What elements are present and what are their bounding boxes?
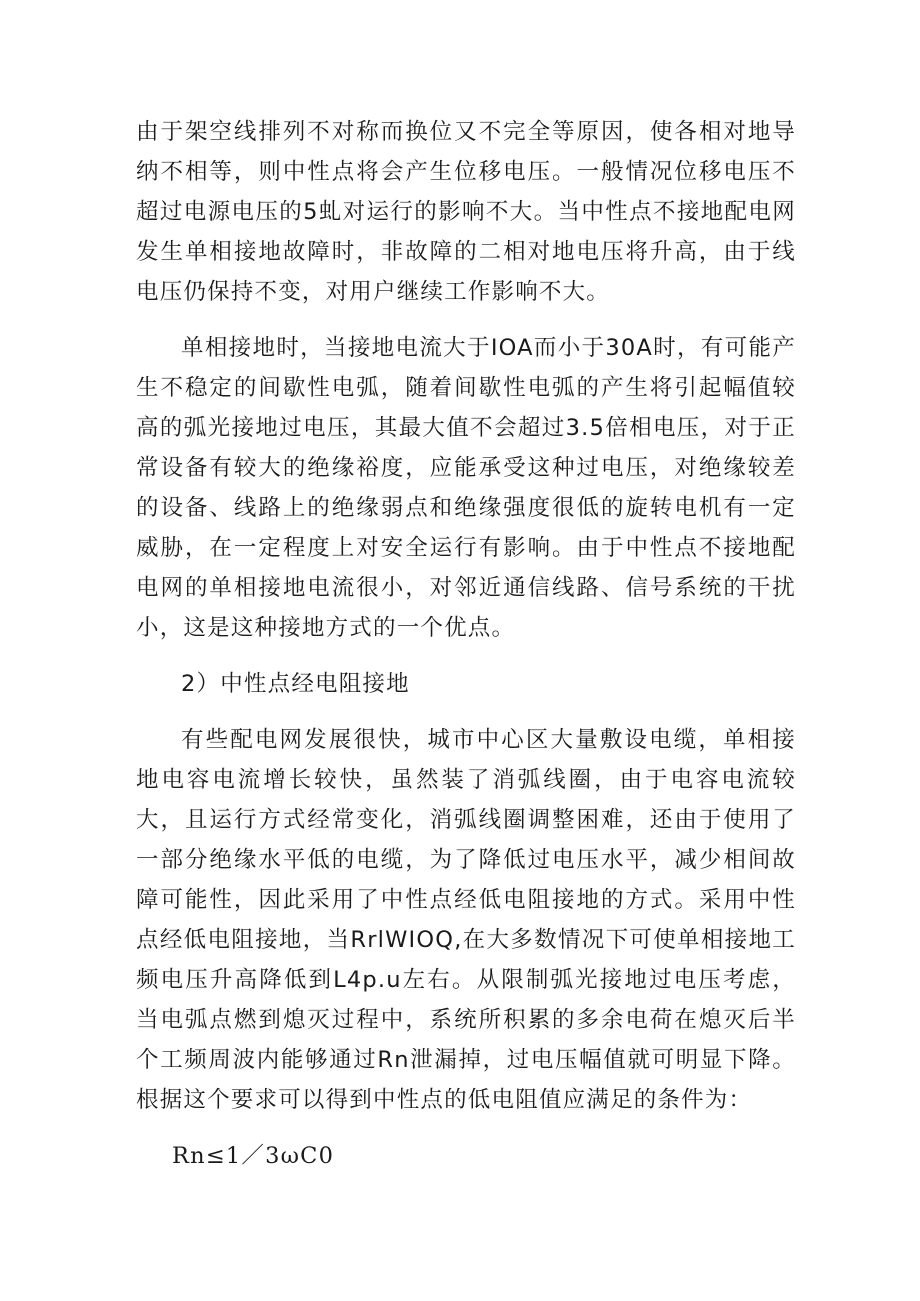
paragraph-single-phase-grounding: 单相接地时，当接地电流大于IOA而小于30A时，有可能产生不稳定的间歇性电弧，随着间歇性电弧的产生将引起幅值较高的弧光接地过电压，其最大值不会超过3.5倍相电压，对于正常设备有较大的绝缘裕度，应能承受这种过电压，对绝缘较差的设备、线路上的绝缘弱点和绝缘强度很低的旋转电机有一定威胁，在一定程度上对安全运行有影响。由于中性点不接地配电网的单相接地电流很小，对邻近通信线路、信号系统的干扰小，这是这种接地方式的一个优点。	[136, 335, 796, 641]
document-body	[136, 112, 796, 1176]
paragraph-low-resistance-grounding: 有些配电网发展很快，城市中心区大量敷设电缆，单相接地电容电流增长较快，虽然装了消弧线圈，由于电容电流较大，且运行方式经常变化，消弧线圈调整困难，还由于使用了一部分绝缘水平低的电缆，为了降低过电压水平，减少相间故障可能性，因此采用了中性点经低电阻接地的方式。采用中性点经低电阻接地，当RrlWIOQ,在大多数情况下可使单相接地工频电压升高降低到L4p.u左右。从限制弧光接地过电压考虑，当电弧点燃到熄灭过程中，系统所积累的多余电荷在熄灭后半个工频周波内能够通过Rn泄漏掉，过电压幅值就可明显下降。根据这个要求可以得到中性点的低电阻值应满足的条件为：	[136, 727, 796, 1113]
paragraph-neutral-displacement: 由于架空线排列不对称而换位又不完全等原因，使各相对地导纳不相等，则中性点将会产生位移电压。一般情况位移电压不超过电源电压的5虬对运行的影响不大。当中性点不接地配电网发生单相接地故障时，非故障的二相对地电压将升高，由于线电压仍保持不变，对用户继续工作影响不大。	[136, 119, 796, 305]
formula-resistance-condition: Rn≤1／3ωC0	[172, 1143, 335, 1169]
section-heading-resistance-grounding: 2）中性点经电阻接地	[181, 671, 410, 697]
